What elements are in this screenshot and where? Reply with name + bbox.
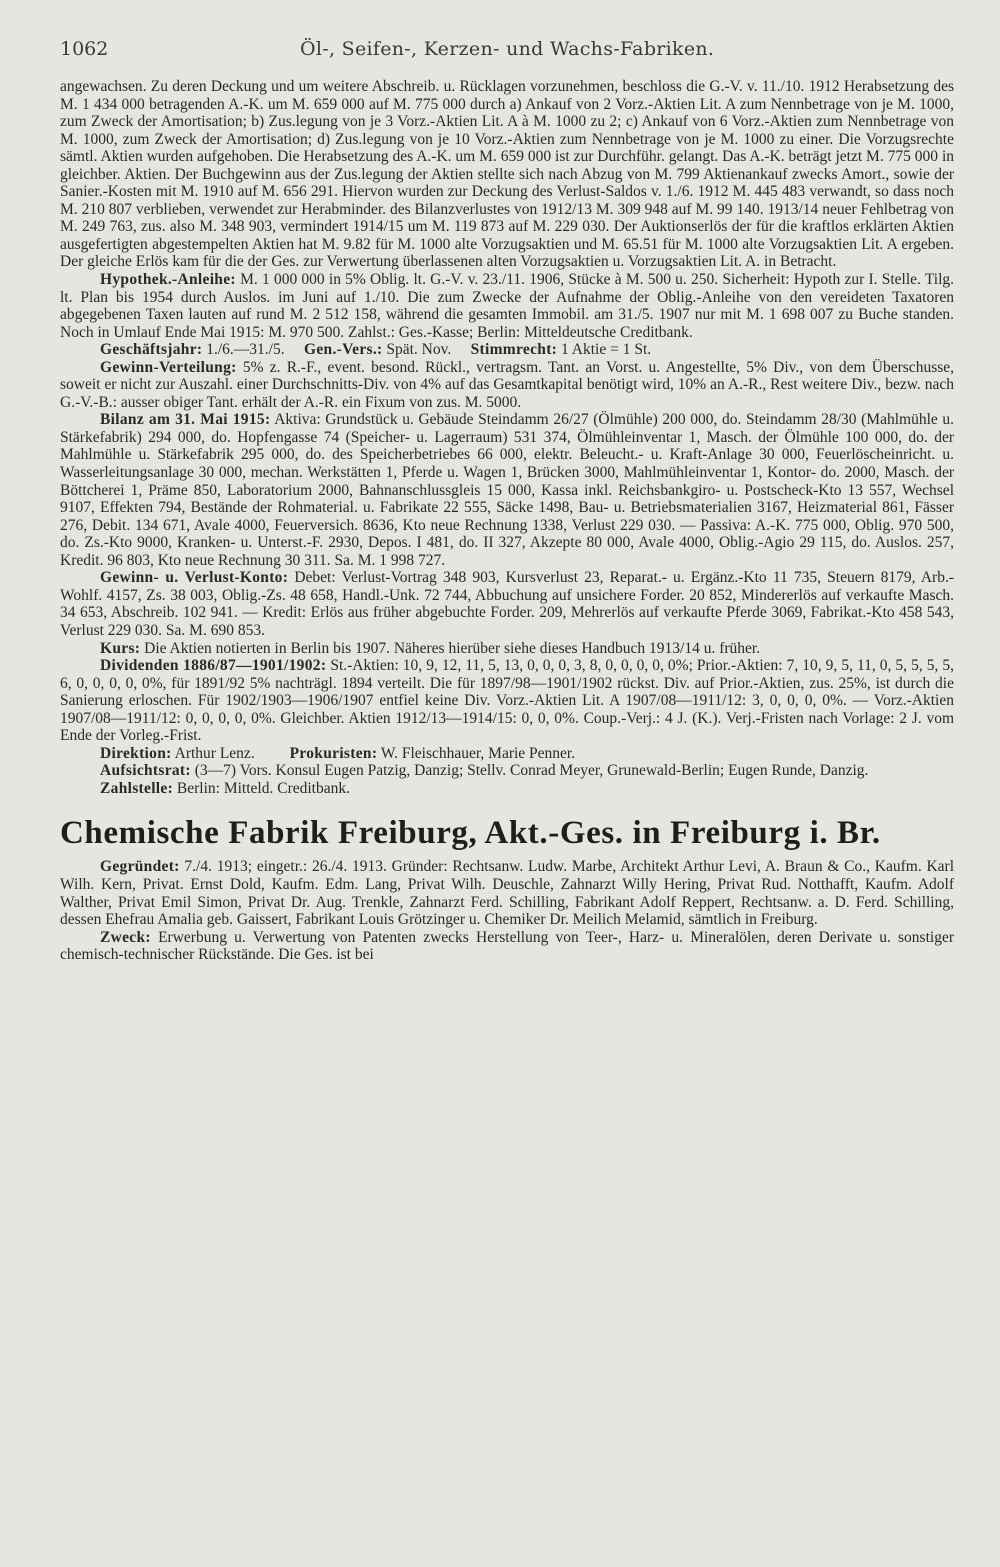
label-dividenden: Dividenden 1886/87—1901/1902:: [100, 657, 327, 675]
page-number: 1062: [60, 38, 109, 60]
section-chemische-fabrik: [60, 858, 954, 963]
paragraph-gewinnverteilung: [60, 359, 954, 412]
label-stimmrecht: Stimmrecht:: [470, 341, 558, 359]
label-zweck: Zweck:: [100, 928, 151, 946]
label-prokuristen: Prokuristen:: [289, 744, 378, 762]
paragraph-kurs: [60, 640, 954, 658]
paragraph-hypothek: [60, 271, 954, 341]
label-gewinnverteilung: Gewinn-Verteilung:: [100, 358, 237, 376]
label-aufsichtsrat: Aufsichtsrat:: [100, 762, 191, 780]
paragraph-dividenden: [60, 657, 954, 745]
paragraph-aufsichtsrat: [60, 762, 954, 780]
text-aufsichtsrat: (3—7) Vors. Konsul Eugen Patzig, Danzig; Stellv. Conrad Meyer, Grunewald-Berlin; Eugen Runde, Danzig.: [194, 762, 869, 780]
label-direktion: Direktion:: [100, 744, 172, 762]
text-gewinnverteilung: 5% z. R.-F., event. besond. Rückl., vertragsm. Tant. an Vorst. u. Angestellte, 5% Div., von dem Überschusse, soweit er nicht zur Auszahl. einer Durchschnitts-Div. von 4% auf das Gesamtkapital benötigt wird, 10% an A.-R., Rest weitere Div., bezw. nach G.-V.-B.: ausser obiger Tant. erhält der A.-R. ein Fixum von zus. M. 5000.: [60, 358, 955, 411]
paragraph-geschaeftsjahr: [60, 341, 954, 359]
text-gegruendet: 7./4. 1913; eingetr.: 26./4. 1913. Gründer: Rechtsanw. Ludw. Marbe, Architekt Arthur Levi, A. Braun & Co., Kaufm. Karl Wilh. Kern, Privat. Ernst Dold, Kaufm. Edm. Lang, Privat Wilh. Deuschle, Zahnarzt Willy Hering, Privat Rud. Notthafft, Kaufm. Adolf Walther, Privat Emil Simon, Privat Dr. Aug. Trenkle, Zahnarzt Ferd. Schilling, Fabrikant Adolf Reppert, Rechtsanw. a. D. Ferd. Schilling, dessen Ehefrau Amalia geb. Gaissert, Fabrikant Louis Grötzinger u. Chemiker Dr. Meilich Melamid, sämtlich in Freiburg.: [60, 858, 955, 929]
text-direktion: Arthur Lenz.: [174, 744, 255, 762]
label-hypothek: Hypothek.-Anleihe:: [100, 271, 236, 289]
label-geschaeftsjahr: Geschäftsjahr:: [100, 341, 203, 359]
paragraph-direktion: [60, 745, 954, 763]
paragraph-guv: [60, 569, 954, 639]
text-stimmrecht: 1 Aktie = 1 St.: [561, 341, 652, 359]
text-hypothek: M. 1 000 000 in 5% Oblig. lt. G.-V. v. 23./11. 1906, Stücke à M. 500 u. 250. Sicherheit: Hypoth zur I. Stelle. Tilg. lt. Plan bis 1954 durch Auslos. im Juni auf 1./10. Die zum Zwecke der Aufnahme der Oblig.-Anleihe von den vereideten Taxatoren abgegebenen Taxen lauten auf rund M. 2 512 158, während die gesamten Immobil. am 31./5. 1907 nur mit M. 1 698 007 zu Buche standen. Noch in Umlauf Ende Mai 1915: M. 970 500. Zahlst.: Ges.-Kasse; Berlin: Mitteldeutsche Creditbank.: [60, 271, 955, 341]
paragraph-intro: angewachsen. Zu deren Deckung und um weitere Abschreib. u. Rücklagen vorzunehmen, beschloss die G.-V. v. 11./10. 1912 Herabsetzung des M. 1 434 000 betragenden A.-K. um M. 659 000 auf M. 775 000 durch a) Ankauf von 2 Vorz.-Aktien Lit. A zum Nennbetrage von je M. 1000, zum Zweck der Amortisation; b) Zus.legung von je 3 Vorz.-Aktien Lit. A à M. 1000 zu 2; c) Ankauf von 6 Vorz.-Aktien zum Nennbetrage von M. 1000, zum Zweck der Amortisation; d) Zus.legung von je 10 Vorz.-Aktien zum Nennbetrage von je M. 1000 zu einer. Die Vorzugsrechte sämtl. Aktien wurden aufgehoben. Die Herabsetzung des A.-K. um M. 659 000 ist zur Durchführ. gelangt. Das A.-K. beträgt jetzt M. 775 000 in gleichber. Aktien. Der Buchgewinn aus der Zus.legung der Aktien stellte sich nach Abzug von M. 799 Aktienankauf zwecks Amort., sowie der Sanier.-Kosten mit M. 1910 auf M. 656 291. Hiervon wurden zur Deckung des Verlust-Saldos v. 1./6. 1912 M. 445 483 verwandt, so dass noch M. 210 807 verblieben, verwendet zur Herabminder. des Bilanzverlustes von 1912/13 M. 309 948 auf M. 99 140. 1913/14 neuer Fehlbetrag von M. 249 763, zus. also M. 348 903, vermindert 1914/15 um M. 119 873 auf M. 229 030. Der Auktionserlös der für die kraftlos erklärten Aktien ausgefertigten abgestempelten Aktien hat M. 9.82 für M. 1000 alte Vorzugsaktien und M. 65.51 für M. 1000 alte Vorzugsaktien Lit. A ergeben. Der gleiche Erlös kam für die der Ges. zur Verwertung überlassenen alten Vorzugsaktien u. Vorzugsaktien Lit. A. in Betracht.: [60, 78, 954, 271]
label-guv: Gewinn- u. Verlust-Konto:: [100, 569, 289, 587]
text-zahlstelle: Berlin: Mitteld. Creditbank.: [176, 779, 350, 797]
label-gegruendet: Gegründet:: [100, 858, 180, 876]
label-kurs: Kurs:: [100, 639, 141, 657]
text-geschaeftsjahr: 1./6.—31./5.: [206, 341, 285, 359]
text-genvers: Spät. Nov.: [386, 341, 452, 359]
running-head: Öl-, Seifen-, Kerzen- und Wachs-Fabriken.: [300, 38, 715, 60]
label-zahlstelle: Zahlstelle:: [100, 779, 174, 797]
text-prokuristen: W. Fleischhauer, Marie Penner.: [380, 744, 576, 762]
section-oelmuehle: [60, 78, 954, 797]
label-bilanz: Bilanz am 31. Mai 1915:: [100, 411, 271, 429]
paragraph-bilanz: [60, 411, 954, 569]
text-kurs: Die Aktien notierten in Berlin bis 1907. Näheres hierüber siehe dieses Handbuch 1913/14 u. früher.: [144, 639, 761, 657]
paragraph-zahlstelle: [60, 780, 954, 798]
paragraph-zweck: [60, 929, 954, 964]
text-guv: Debet: Verlust-Vortrag 348 903, Kursverlust 23, Reparat.- u. Ergänz.-Kto 11 735, Steuern 8179, Arb.-Wohlf. 4157, Zs. 38 003, Oblig.-Zs. 48 658, Handl.-Unk. 72 744, Abbuchung auf unsichere Forder. 20 852, Mindererlös auf verkaufte Masch. 34 653, Abschreib. 102 941. — Kredit: Erlös aus früher abgebuchte Forder. 209, Mehrerlös auf verkaufte Pferde 3069, Fabrikat.-Kto 458 543, Verlust 229 030. Sa. M. 690 853.: [60, 569, 954, 639]
paragraph-gegruendet: [60, 858, 954, 928]
label-genvers: Gen.-Vers.:: [303, 341, 383, 359]
text-bilanz: Aktiva: Grundstück u. Gebäude Steindamm 26/27 (Ölmühle) 200 000, do. Steindamm 28/30 (Mahlmühle u. Stärkefabrik) 294 000, do. Hopfengasse 74 (Speicher- u. Lagerraum) 531 374, Ölmühleinventar 1, Masch. der Ölmühle 100 000, do. der Mahlmühle u. Stärkefabrik 295 000, do. des Speicherbetriebes 66 000, elektr. Beleucht.- u. Kraft-Anlage 30 000, Feuerlöscheinricht. u. Wasserleitungsanlage 30 000, mechan. Werkstätten 1, Pferde u. Wagen 1, Brücken 3000, Mahlmühleinventar 1, Kontor- do. 2000, Masch. der Böttcherei 1, Präme 850, Laboratorium 2000, Bahnanschlussgleis 15 000, Kassa inkl. Reichsbankgiro- u. Postscheck-Kto 13 557, Wechsel 9107, Effekten 794, Bestände der Rohmaterial. u. Fabrikate 22 555, Säcke 1498, Bau- u. Betriebsmaterialien 3167, Heizmaterial 861, Fässer 276, Debit. 134 671, Avale 4000, Feuerversich. 8636, Kto neue Rechnung 1338, Verlust 229 030. — Passiva: A.-K. 775 000, Oblig. 970 500, do. Zs.-Kto 9000, Kranken- u. Unterst.-F. 2930, Depos. I 481, do. II 327, Akzepte 80 000, Avale 4000, Oblig.-Agio 29 115, do. Auslos. 257, Kredit. 96 803, Kto neue Rechnung 30 311. Sa. M. 1 998 727.: [60, 411, 954, 569]
text-dividenden: St.-Aktien: 10, 9, 12, 11, 5, 13, 0, 0, 0, 3, 8, 0, 0, 0, 0, 0%; Prior.-Aktien: 7, 10, 9, 5, 11, 0, 5, 5, 5, 5, 6, 0, 0, 0, 0, 0%, für 1891/92 5% nachträgl. 1894 verteilt. Die für 1897/98—1901/1902 rückst. Div. auf Prior.-Aktien, zus. 25%, ist durch die Sanierung erloschen. Für 1902/1903—1906/1907 entfiel keine Div. Vorz.-Aktien Lit. A 1907/08—1911/12: 3, 0, 0, 0, 0%. — Vorz.-Aktien 1907/08—1911/12: 0, 0, 0, 0, 0%. Gleichber. Aktien 1912/13—1914/15: 0, 0, 0%. Coup.-Verj.: 4 J. (K.). Verj.-Fristen nach Vorlage: 2 J. vom Ende der Vorleg.-Frist.: [60, 657, 954, 745]
company-title: Chemische Fabrik Freiburg, Akt.-Ges. in Freiburg i. Br.: [60, 815, 881, 852]
text-zweck: Erwerbung u. Verwertung von Patenten zwecks Herstellung von Teer-, Harz- u. Mineralölen, deren Derivate u. sonstiger chemisch-technischer Rückstände. Die Ges. ist bei: [60, 928, 954, 964]
page-header: [60, 38, 954, 78]
